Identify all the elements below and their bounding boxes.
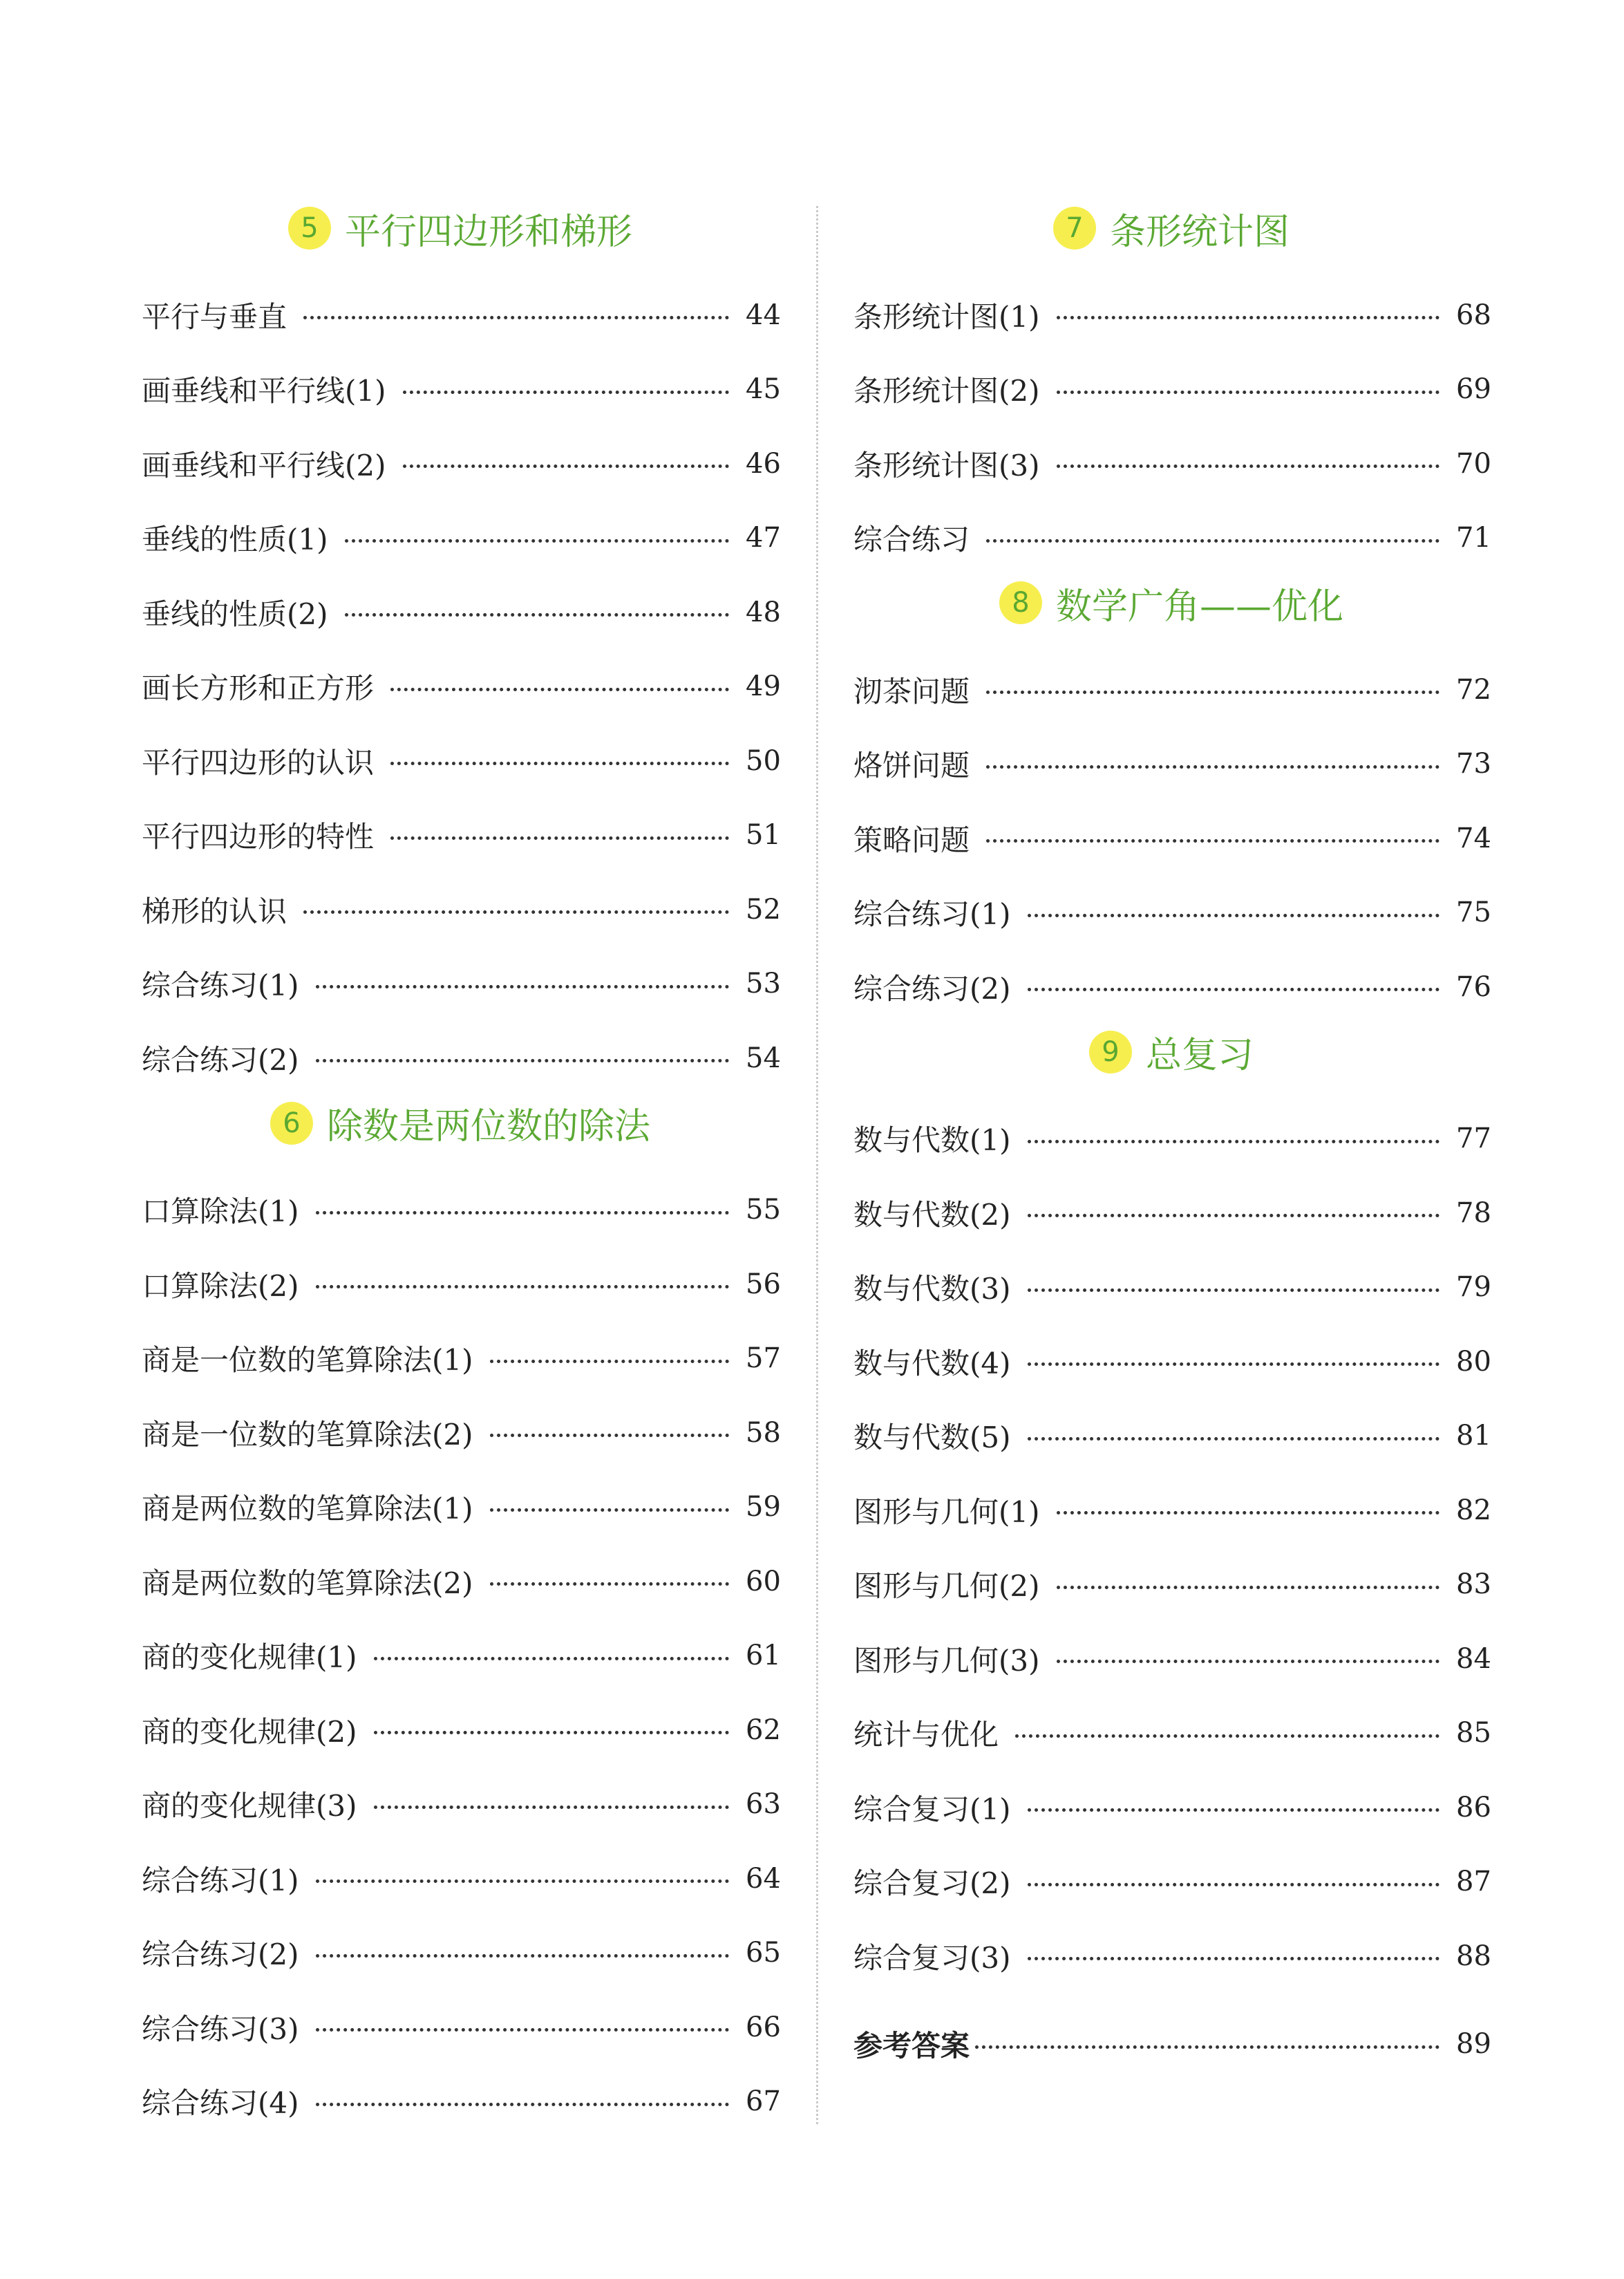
toc-entry[interactable] [142, 426, 779, 501]
entry-page: 86 [1456, 1791, 1491, 1823]
entry-label: 商的变化规律(1) [142, 1640, 357, 1675]
entry-page: 78 [1456, 1197, 1491, 1229]
dot-leader [1057, 465, 1440, 468]
entry-page: 77 [1456, 1123, 1491, 1155]
toc-entry[interactable] [142, 947, 779, 1022]
section-title: 条形统计图 [1109, 211, 1290, 253]
dot-leader [490, 1434, 730, 1437]
toc-entry[interactable] [142, 1916, 779, 1991]
toc-entry[interactable] [853, 876, 1489, 950]
toc-right-column [853, 200, 1489, 2081]
entry-page: 70 [1456, 447, 1491, 480]
section-7-header [853, 200, 1489, 256]
entry-label: 条形统计图(2) [853, 374, 1040, 409]
entry-page: 62 [746, 1714, 781, 1746]
entry-page: 80 [1456, 1345, 1491, 1378]
dot-leader [1028, 1140, 1440, 1143]
toc-entry[interactable] [142, 575, 779, 650]
dot-leader [1028, 1883, 1440, 1886]
section-title: 平行四边形和梯形 [344, 211, 632, 253]
entry-label: 商的变化规律(3) [142, 1789, 357, 1823]
toc-entry[interactable] [853, 727, 1489, 802]
entry-page: 76 [1456, 970, 1491, 1003]
toc-entry[interactable] [853, 1102, 1489, 1176]
dot-leader [390, 688, 729, 691]
toc-entry[interactable] [142, 872, 779, 947]
dot-leader [1028, 1437, 1440, 1441]
entry-label: 平行与垂直 [142, 299, 287, 334]
entry-label: 综合练习(1) [853, 897, 1011, 932]
dot-leader [374, 1806, 730, 1809]
entry-page: 64 [746, 1862, 781, 1895]
entry-page: 44 [746, 299, 781, 331]
toc-entry-answers[interactable] [853, 2007, 1489, 2082]
section-number-badge: 8 [999, 581, 1042, 624]
entry-label: 综合练习 [853, 523, 970, 557]
entry-label: 商是一位数的笔算除法(2) [142, 1417, 473, 1452]
entry-page: 73 [1456, 748, 1491, 780]
toc-entry[interactable] [853, 1250, 1489, 1325]
toc-entry[interactable] [142, 724, 779, 798]
dot-leader [316, 1954, 730, 1958]
entry-label: 数与代数(2) [853, 1197, 1011, 1232]
entry-label: 商是两位数的笔算除法(1) [142, 1492, 473, 1526]
toc-entry[interactable] [853, 653, 1489, 727]
entry-page: 71 [1456, 522, 1491, 554]
entry-page: 52 [746, 893, 781, 926]
dot-leader [490, 1582, 730, 1586]
entry-page: 56 [746, 1268, 781, 1300]
toc-entry[interactable] [853, 950, 1489, 1024]
entry-page: 87 [1456, 1866, 1491, 1898]
entry-page: 89 [1456, 2028, 1491, 2061]
entry-label: 画垂线和平行线(2) [142, 448, 386, 482]
toc-entry[interactable] [142, 1841, 779, 1916]
entry-page: 53 [746, 968, 781, 1000]
entry-page: 45 [746, 373, 781, 406]
toc-entry[interactable] [142, 1619, 779, 1694]
toc-entry[interactable] [142, 1544, 779, 1619]
section-5-header [142, 200, 779, 256]
entry-page: 74 [1456, 822, 1491, 854]
toc-entry[interactable] [142, 650, 779, 724]
toc-left-column [142, 200, 779, 2139]
dot-leader [345, 613, 730, 617]
dot-leader [986, 839, 1439, 843]
entry-page: 58 [746, 1416, 781, 1449]
toc-entry[interactable] [142, 278, 779, 353]
entry-page: 83 [1456, 1568, 1491, 1601]
section-number-badge: 9 [1089, 1031, 1132, 1073]
entry-page: 55 [746, 1194, 781, 1226]
toc-entry[interactable] [853, 1176, 1489, 1250]
dot-leader [403, 465, 730, 468]
column-divider [816, 206, 818, 2124]
toc-entry[interactable] [142, 1173, 779, 1248]
entry-label: 画垂线和平行线(1) [142, 374, 386, 409]
toc-entry[interactable] [853, 1845, 1489, 1920]
dot-leader [316, 985, 730, 988]
entry-label: 画长方形和正方形 [142, 671, 375, 706]
toc-entry[interactable] [142, 1021, 779, 1096]
entry-label: 综合复习(2) [853, 1866, 1011, 1901]
entry-label: 综合练习(2) [142, 1042, 299, 1077]
entry-page: 72 [1456, 673, 1491, 706]
entry-label: 图形与几何(2) [853, 1569, 1040, 1604]
entry-label: 图形与几何(3) [853, 1643, 1040, 1678]
entry-label: 综合练习(2) [142, 1938, 299, 1972]
entry-page: 60 [746, 1565, 781, 1597]
entry-page: 54 [746, 1042, 781, 1074]
dot-leader [1057, 316, 1440, 319]
entry-label: 综合练习(1) [142, 968, 299, 1003]
dot-leader [1057, 1586, 1440, 1589]
toc-entry[interactable] [142, 1247, 779, 1322]
entry-label: 综合练习(4) [142, 2086, 299, 2121]
entry-label: 图形与几何(1) [853, 1494, 1040, 1529]
entry-label: 数与代数(1) [853, 1123, 1011, 1158]
entry-page: 49 [746, 670, 781, 703]
dot-leader [1028, 1808, 1440, 1812]
entry-page: 50 [746, 744, 781, 777]
dot-leader [986, 539, 1439, 543]
dot-leader [374, 1657, 730, 1660]
entry-label: 垂线的性质(1) [142, 523, 328, 557]
entry-page: 61 [746, 1640, 781, 1672]
toc-entry[interactable] [853, 1919, 1489, 1994]
entry-page: 69 [1456, 373, 1491, 406]
section-number-badge: 5 [288, 207, 331, 250]
dot-leader [1057, 1660, 1440, 1663]
toc-entry[interactable] [853, 1548, 1489, 1622]
entry-label: 综合练习(2) [853, 971, 1011, 1006]
entry-label: 烙饼问题 [853, 749, 970, 783]
dot-leader [1028, 1362, 1440, 1366]
toc-entry[interactable] [853, 1399, 1489, 1474]
toc-entry[interactable] [853, 801, 1489, 876]
toc-entry[interactable] [853, 353, 1489, 427]
dot-leader [986, 765, 1439, 769]
toc-entry[interactable] [853, 1770, 1489, 1845]
entry-page: 81 [1456, 1420, 1491, 1452]
section-title: 除数是两位数的除法 [326, 1106, 650, 1147]
toc-entry[interactable] [142, 2065, 779, 2139]
entry-page: 67 [746, 2085, 781, 2118]
dot-leader [1028, 914, 1440, 917]
dot-leader [403, 391, 730, 394]
entry-page: 46 [746, 447, 781, 480]
dot-leader [374, 1731, 730, 1734]
section-number-badge: 6 [270, 1102, 313, 1145]
dot-leader [1028, 1957, 1440, 1960]
dot-leader [1028, 1288, 1440, 1292]
entry-page: 47 [746, 522, 781, 554]
toc-entry[interactable] [853, 1324, 1489, 1399]
dot-leader [490, 1360, 730, 1363]
entry-label: 综合复习(3) [853, 1940, 1011, 1975]
dot-leader [1015, 1734, 1439, 1738]
toc-entry[interactable] [853, 501, 1489, 576]
dot-leader [316, 1059, 730, 1062]
entry-page: 51 [746, 819, 781, 852]
section-8-header [853, 575, 1489, 630]
entry-page: 88 [1456, 1940, 1491, 1972]
entry-page: 65 [746, 1937, 781, 1969]
entry-page: 84 [1456, 1642, 1491, 1675]
dot-leader [1057, 391, 1440, 394]
dot-leader [390, 836, 729, 840]
entry-page: 63 [746, 1788, 781, 1821]
entry-label: 沏茶问题 [853, 674, 970, 709]
dot-leader [316, 1211, 730, 1214]
toc-entry[interactable] [142, 1322, 779, 1396]
dot-leader [316, 2028, 730, 2032]
entry-label: 垂线的性质(2) [142, 597, 328, 631]
toc-entry[interactable] [853, 1622, 1489, 1696]
dot-leader [390, 762, 729, 765]
toc-entry[interactable] [142, 353, 779, 427]
toc-entry[interactable] [142, 501, 779, 576]
toc-entry[interactable] [142, 798, 779, 873]
toc-entry[interactable] [142, 1470, 779, 1545]
section-title: 总复习 [1145, 1035, 1254, 1076]
dot-leader [1057, 1511, 1440, 1514]
entry-label: 策略问题 [853, 823, 970, 857]
section-number-badge: 7 [1053, 207, 1096, 250]
dot-leader [986, 691, 1439, 694]
entry-label: 平行四边形的特性 [142, 820, 375, 854]
entry-label: 平行四边形的认识 [142, 745, 375, 780]
entry-label: 参考答案 [853, 2029, 970, 2063]
entry-page: 57 [746, 1342, 781, 1375]
toc-entry[interactable] [142, 1990, 779, 2065]
entry-label: 条形统计图(3) [853, 448, 1040, 482]
entry-label: 口算除法(1) [142, 1194, 299, 1229]
entry-label: 统计与优化 [853, 1718, 999, 1752]
toc-entry[interactable] [853, 1473, 1489, 1548]
toc-entry[interactable] [853, 278, 1489, 353]
spacer [853, 1994, 1489, 2007]
toc-entry[interactable] [853, 426, 1489, 501]
dot-leader [975, 2045, 1439, 2049]
entry-page: 79 [1456, 1271, 1491, 1304]
entry-label: 口算除法(2) [142, 1268, 299, 1303]
dot-leader [1028, 988, 1440, 991]
entry-page: 82 [1456, 1494, 1491, 1526]
entry-label: 综合复习(1) [853, 1792, 1011, 1826]
entry-page: 48 [746, 596, 781, 628]
section-title: 数学广角——优化 [1055, 585, 1343, 628]
toc-entry[interactable] [142, 1693, 779, 1767]
entry-label: 商是一位数的笔算除法(1) [142, 1343, 473, 1378]
entry-label: 数与代数(3) [853, 1272, 1011, 1306]
entry-label: 综合练习(1) [142, 1863, 299, 1897]
toc-entry[interactable] [142, 1767, 779, 1842]
dot-leader [316, 1879, 730, 1883]
dot-leader [303, 316, 729, 319]
dot-leader [1028, 1214, 1440, 1217]
entry-label: 商的变化规律(2) [142, 1714, 357, 1749]
dot-leader [303, 910, 729, 914]
entry-label: 条形统计图(1) [853, 299, 1040, 334]
entry-label: 数与代数(5) [853, 1420, 1011, 1455]
entry-label: 综合练习(3) [142, 2011, 299, 2046]
entry-page: 85 [1456, 1717, 1491, 1750]
entry-label: 商是两位数的笔算除法(2) [142, 1566, 473, 1600]
dot-leader [316, 2103, 730, 2106]
dot-leader [316, 1285, 730, 1288]
entry-label: 梯形的认识 [142, 894, 287, 928]
entry-page: 59 [746, 1491, 781, 1523]
section-9-header [853, 1024, 1489, 1080]
entry-label: 数与代数(4) [853, 1346, 1011, 1380]
dot-leader [345, 539, 730, 543]
entry-page: 66 [746, 2011, 781, 2043]
entry-page: 75 [1456, 897, 1491, 929]
toc-entry[interactable] [853, 1696, 1489, 1771]
entry-page: 68 [1456, 299, 1491, 331]
dot-leader [490, 1508, 730, 1512]
toc-entry[interactable] [142, 1396, 779, 1470]
section-6-header [142, 1096, 779, 1151]
